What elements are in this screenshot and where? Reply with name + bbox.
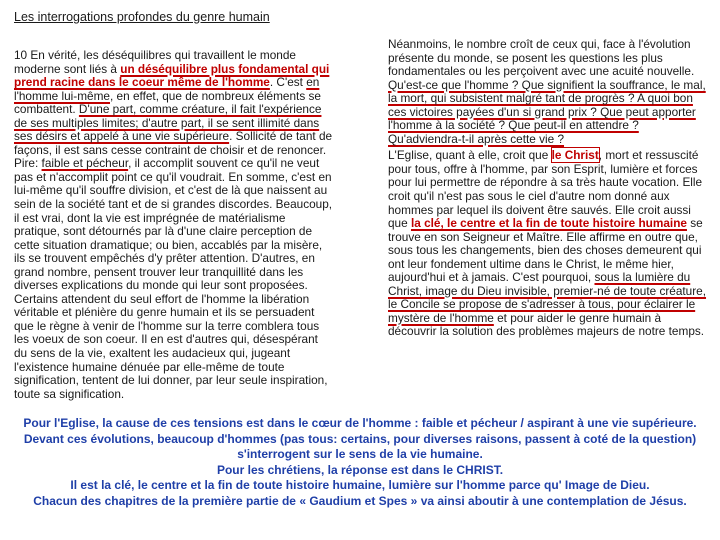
text-span: , il accomplit souvent ce qu'il ne veut pas et n'accomplit point ce qu'il voudrait. En somme, c'est en lui-même qu'il souffre division, et c'est de là que naissent au sein de la société tant et de si grandes discordes. Beaucoup, il est vrai, dont la vie est imprégnée de matérialisme pratique, sont détournés par là d'une claire perception de cette situation dramatique; ou bien, accablés par la misère, ils se trouvent empêchés d'y prêter attention. D'autres, en grand nombre, pensent trouver leur tranquillité dans les diverses explications du monde qui leur sont proposées. Certains attendent du seul effort de l'homme la libération véritable et plénière du genre humain et ils se persuadent que le règne à venir de l'homme sur la terre comblera tous les voeux de son coeur. Il en est d'autres qui, désespérant du sens de la vie, exaltent les audacieux qui, jugeant l'existence humaine dénuée par elle-même de toute signification, tentent de lui donner, par leur seule inspiration, toute sa signification. xyxy=(14,156,333,401)
summary-line: Chacun des chapitres de la première partie de « Gaudium et Spes » va ainsi aboutir à une contemplation de Jésus. xyxy=(33,493,687,508)
paragraph-number: 10 xyxy=(14,48,28,62)
text-span: Néanmoins, le nombre croît de ceux qui, face à l'évolution présente du monde, se posent les questions les plus fondamentales ou les perçoivent avec une acuité nouvelle. xyxy=(388,37,695,79)
text-span: . C'est xyxy=(269,75,307,90)
text-span: et pour aider le genre humain à découvrir la solution des problèmes majeurs de notre temps. xyxy=(388,310,705,339)
underlined-text: sous la lumière du Christ, image du Dieu invisible, premier-né de toute créature, le Concile se propose de s'adresser à tous, pour éclairer le mystère de l'homme xyxy=(388,270,707,325)
summary-line: Devant ces évolutions, beaucoup d'hommes (pas tous: certains, pour diverses raisons, passent à coté de la question) xyxy=(23,431,697,446)
paragraph-church xyxy=(388,149,708,339)
underlined-questions: Qu'est-ce que l'homme ? Que signifient la souffrance, le mal, la mort, qui subsistent malgré tant de progrès ? A quoi bon ces victoires payées d'un si grand prix ? Que peut apporter l'homme à la société ? Que peut-il en attendre ? Qu'adviendra-t-il après cette vie ? xyxy=(388,77,706,146)
paragraph-10 xyxy=(14,49,334,401)
underlined-text: faible et pécheur xyxy=(41,156,129,171)
text-span: . Sollicité de tant de façons, il est sans cesse contraint de choisir et de renoncer. Pire: xyxy=(14,129,333,171)
highlight-christ: le Christ xyxy=(551,148,599,163)
summary-line: Il est la clé, le centre et la fin de toute histoire humaine, lumière sur l'homme parce qu' Image de Dieu. xyxy=(70,478,650,492)
left-text-column xyxy=(14,49,334,401)
section-heading: Les interrogations profondes du genre humain xyxy=(14,10,270,24)
text-span: se trouve en son Seigneur et Maître. Elle affirme en outre que, sous tous les changements, bien des choses demeurent qui ont leur fondement ultime dans le Christ, le même hier, aujourd'hui et à jamais. C'est pourquoi, xyxy=(388,216,703,285)
summary-line: Pour les chrétiens, la réponse est dans le CHRIST. xyxy=(216,462,504,477)
underlined-text: D'une part, comme créature, il fait l'expérience de ses multiples limites; d'autre part, il se sent illimité dans ses désirs et appelé à une vie supérieure xyxy=(14,102,322,144)
highlight-fundamental-imbalance: un déséquilibre plus fondamental qui prend racine dans le coeur même de l'homme xyxy=(14,61,330,90)
text-span: En vérité, les déséquilibres qui travaillent le monde moderne sont liés à xyxy=(14,48,296,76)
highlight-key-center-end: la clé, le centre et la fin de toute histoire humaine xyxy=(410,216,687,231)
summary-line: Pour l'Eglise, la cause de ces tensions est dans le cœur de l'homme : faible et pécheur / aspirant à une vie supérieure. xyxy=(23,416,697,430)
text-span: , en effet, que de nombreux éléments se combattent. xyxy=(14,88,321,117)
right-text-column xyxy=(388,38,708,339)
summary-line: s'interrogent sur le sens de la vie humaine. xyxy=(237,447,483,461)
summary-block xyxy=(4,416,716,509)
text-span: , mort et ressuscité pour tous, offre à l'homme, par son Esprit, lumière et forces pour lui permettre de répondre à sa très haute vocation. Elle croit qu'il n'est pas sous le ciel d'autre nom donné aux hommes par lequel ils doivent être sauvés. Elle croit aussi que xyxy=(388,148,703,231)
paragraph-questions xyxy=(388,38,708,146)
underlined-text: en l'homme lui-même xyxy=(14,75,320,103)
text-span: L'Eglise, quant à elle, croit que xyxy=(388,148,552,163)
